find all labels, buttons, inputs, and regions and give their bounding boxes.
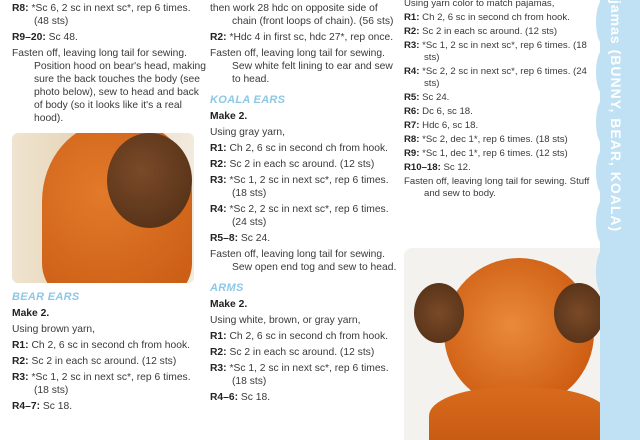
instruction-row: [12, 339, 208, 352]
row-text: Fasten off, leaving long tail for sewing. Position hood on bear's head, making sure the back touches the body (see photo below), sew to head and back of body (so it looks like it's a real hood).: [12, 48, 206, 124]
row-text: Sc 12.: [440, 162, 471, 173]
row-label: R3:: [404, 40, 420, 51]
bear-ears-rows: [12, 323, 208, 413]
instruction-row: [12, 323, 208, 336]
arms-make: Make 2.: [210, 299, 248, 310]
instruction-row: [12, 355, 208, 368]
instruction-row: [210, 232, 400, 245]
instruction-row: [404, 162, 594, 174]
row-label: R9–20:: [12, 32, 46, 43]
row-text: *Sc 1, 2 sc in next sc*, rep 6 times. (18 sts): [28, 372, 191, 396]
instruction-row: [12, 47, 208, 125]
row-text: Dc 6, sc 18.: [419, 106, 473, 117]
instruction-row: [210, 2, 400, 28]
row-label: R7:: [404, 120, 420, 131]
row-label: R8:: [404, 134, 420, 145]
row-text: Using white, brown, or gray yarn,: [210, 315, 361, 326]
instruction-row: [210, 31, 400, 44]
head-instructions: [404, 0, 594, 200]
column-2: [210, 2, 400, 407]
arms-rows: [210, 314, 400, 404]
row-text: Using yarn color to match pajamas,: [404, 0, 555, 9]
instruction-row: [210, 142, 400, 155]
bear-ears-heading: BEAR EARS: [12, 291, 80, 303]
instruction-row: [404, 12, 594, 24]
instruction-row: [404, 0, 594, 10]
row-text: Ch 2, 6 sc in second ch from hook.: [226, 143, 388, 154]
ear-instructions: [210, 2, 400, 86]
row-label: R9:: [404, 148, 420, 159]
row-label: R2:: [210, 32, 227, 43]
row-label: R5:: [404, 92, 420, 103]
instruction-row: [404, 148, 594, 160]
row-label: R2:: [210, 159, 227, 170]
instruction-row: [210, 126, 400, 139]
row-text: *Sc 2, 2 sc in next sc*, rep 6 times. (24 sts): [226, 204, 389, 228]
row-text: Hdc 6, sc 18.: [419, 120, 479, 131]
instruction-row: [12, 2, 208, 28]
row-label: R2:: [404, 26, 420, 37]
instruction-row: [210, 314, 400, 327]
row-text: Sc 24.: [419, 92, 450, 103]
instruction-row: [210, 158, 400, 171]
row-label: R4:: [404, 66, 420, 77]
row-label: R3:: [210, 175, 227, 186]
row-label: R1:: [404, 12, 420, 23]
row-label: R4:: [210, 204, 227, 215]
row-label: R10–18:: [404, 162, 441, 173]
row-text: *Sc 6, 2 sc in next sc*, rep 6 times. (48 sts): [28, 3, 191, 27]
bear-head-photo: [404, 248, 614, 440]
column-3: [404, 0, 594, 202]
instruction-row: [210, 330, 400, 343]
row-text: *Sc 1, 2 sc in next sc*, rep 6 times. (18 sts): [226, 175, 389, 199]
row-text: Sc 24.: [238, 233, 271, 244]
row-text: Fasten off, leaving long tail for sewing. Sew open end tog and sew to head.: [210, 249, 397, 273]
row-text: Ch 2, 6 sc in second ch from hook.: [226, 331, 388, 342]
instruction-row: [12, 31, 208, 44]
instruction-row: [210, 391, 400, 404]
instruction-row: [404, 66, 594, 90]
row-label: R2:: [12, 356, 29, 367]
row-label: R1:: [210, 331, 227, 342]
instruction-row: [210, 203, 400, 229]
row-text: *Sc 1, 2 sc in next sc*, rep 6 times. (18 sts): [419, 40, 587, 63]
row-text: Sc 18.: [238, 392, 271, 403]
row-label: R6:: [404, 106, 420, 117]
row-text: Using gray yarn,: [210, 127, 285, 138]
row-text: *Hdc 4 in first sc, hdc 27*, rep once.: [226, 32, 394, 43]
row-label: R2:: [210, 347, 227, 358]
row-text: *Sc 2, dec 1*, rep 6 times. (18 sts): [419, 134, 568, 145]
koala-ears-rows: [210, 126, 400, 274]
row-text: Sc 2 in each sc around. (12 sts): [226, 159, 375, 170]
row-text: *Sc 2, 2 sc in next sc*, rep 6 times. (24 sts): [419, 66, 587, 89]
hood-photo: [12, 133, 194, 283]
instruction-row: [12, 400, 208, 413]
row-text: Sc 48.: [45, 32, 78, 43]
row-text: then work 28 hdc on opposite side of chain (front loops of chain). (56 sts): [210, 3, 394, 27]
row-text: Sc 2 in each sc around. (12 sts): [226, 347, 375, 358]
row-text: Sc 18.: [40, 401, 73, 412]
instruction-row: [210, 248, 400, 274]
instruction-row: [404, 92, 594, 104]
section-banner: [600, 0, 640, 440]
row-text: Fasten off, leaving long tail for sewing. Stuff and sew to body.: [404, 176, 590, 199]
instruction-row: [210, 47, 400, 86]
instruction-row: [404, 176, 594, 200]
banner-title: jamas (BUNNY, BEAR, KOALA): [608, 0, 624, 233]
instruction-row: [210, 362, 400, 388]
instruction-row: [404, 134, 594, 146]
instruction-row: [404, 26, 594, 38]
instruction-row: [12, 371, 208, 397]
row-label: R4–7:: [12, 401, 41, 412]
row-text: Ch 2, 6 sc in second ch from hook.: [419, 12, 570, 23]
instruction-row: [404, 106, 594, 118]
row-label: R1:: [210, 143, 227, 154]
hood-instructions: [12, 2, 208, 125]
bear-ears-make: Make 2.: [12, 308, 50, 319]
koala-ears-heading: KOALA EARS: [210, 94, 286, 106]
row-text: Using brown yarn,: [12, 324, 95, 335]
column-1: [12, 2, 208, 416]
row-text: Sc 2 in each sc around. (12 sts): [419, 26, 558, 37]
row-text: *Sc 1, dec 1*, rep 6 times. (12 sts): [419, 148, 568, 159]
arms-heading: ARMS: [210, 282, 244, 294]
row-text: Sc 2 in each sc around. (12 sts): [28, 356, 177, 367]
row-text: Ch 2, 6 sc in second ch from hook.: [28, 340, 190, 351]
instruction-row: [210, 346, 400, 359]
instruction-row: [404, 120, 594, 132]
row-text: *Sc 1, 2 sc in next sc*, rep 6 times. (18 sts): [226, 363, 389, 387]
row-label: R4–6:: [210, 392, 239, 403]
row-text: Fasten off, leaving long tail for sewing. Sew white felt lining to ear and sew to head.: [210, 48, 393, 85]
instruction-row: [404, 40, 594, 64]
row-label: R3:: [12, 372, 29, 383]
row-label: R1:: [12, 340, 29, 351]
row-label: R8:: [12, 3, 29, 14]
row-label: R3:: [210, 363, 227, 374]
row-label: R5–8:: [210, 233, 239, 244]
instruction-row: [210, 174, 400, 200]
koala-ears-make: Make 2.: [210, 111, 248, 122]
